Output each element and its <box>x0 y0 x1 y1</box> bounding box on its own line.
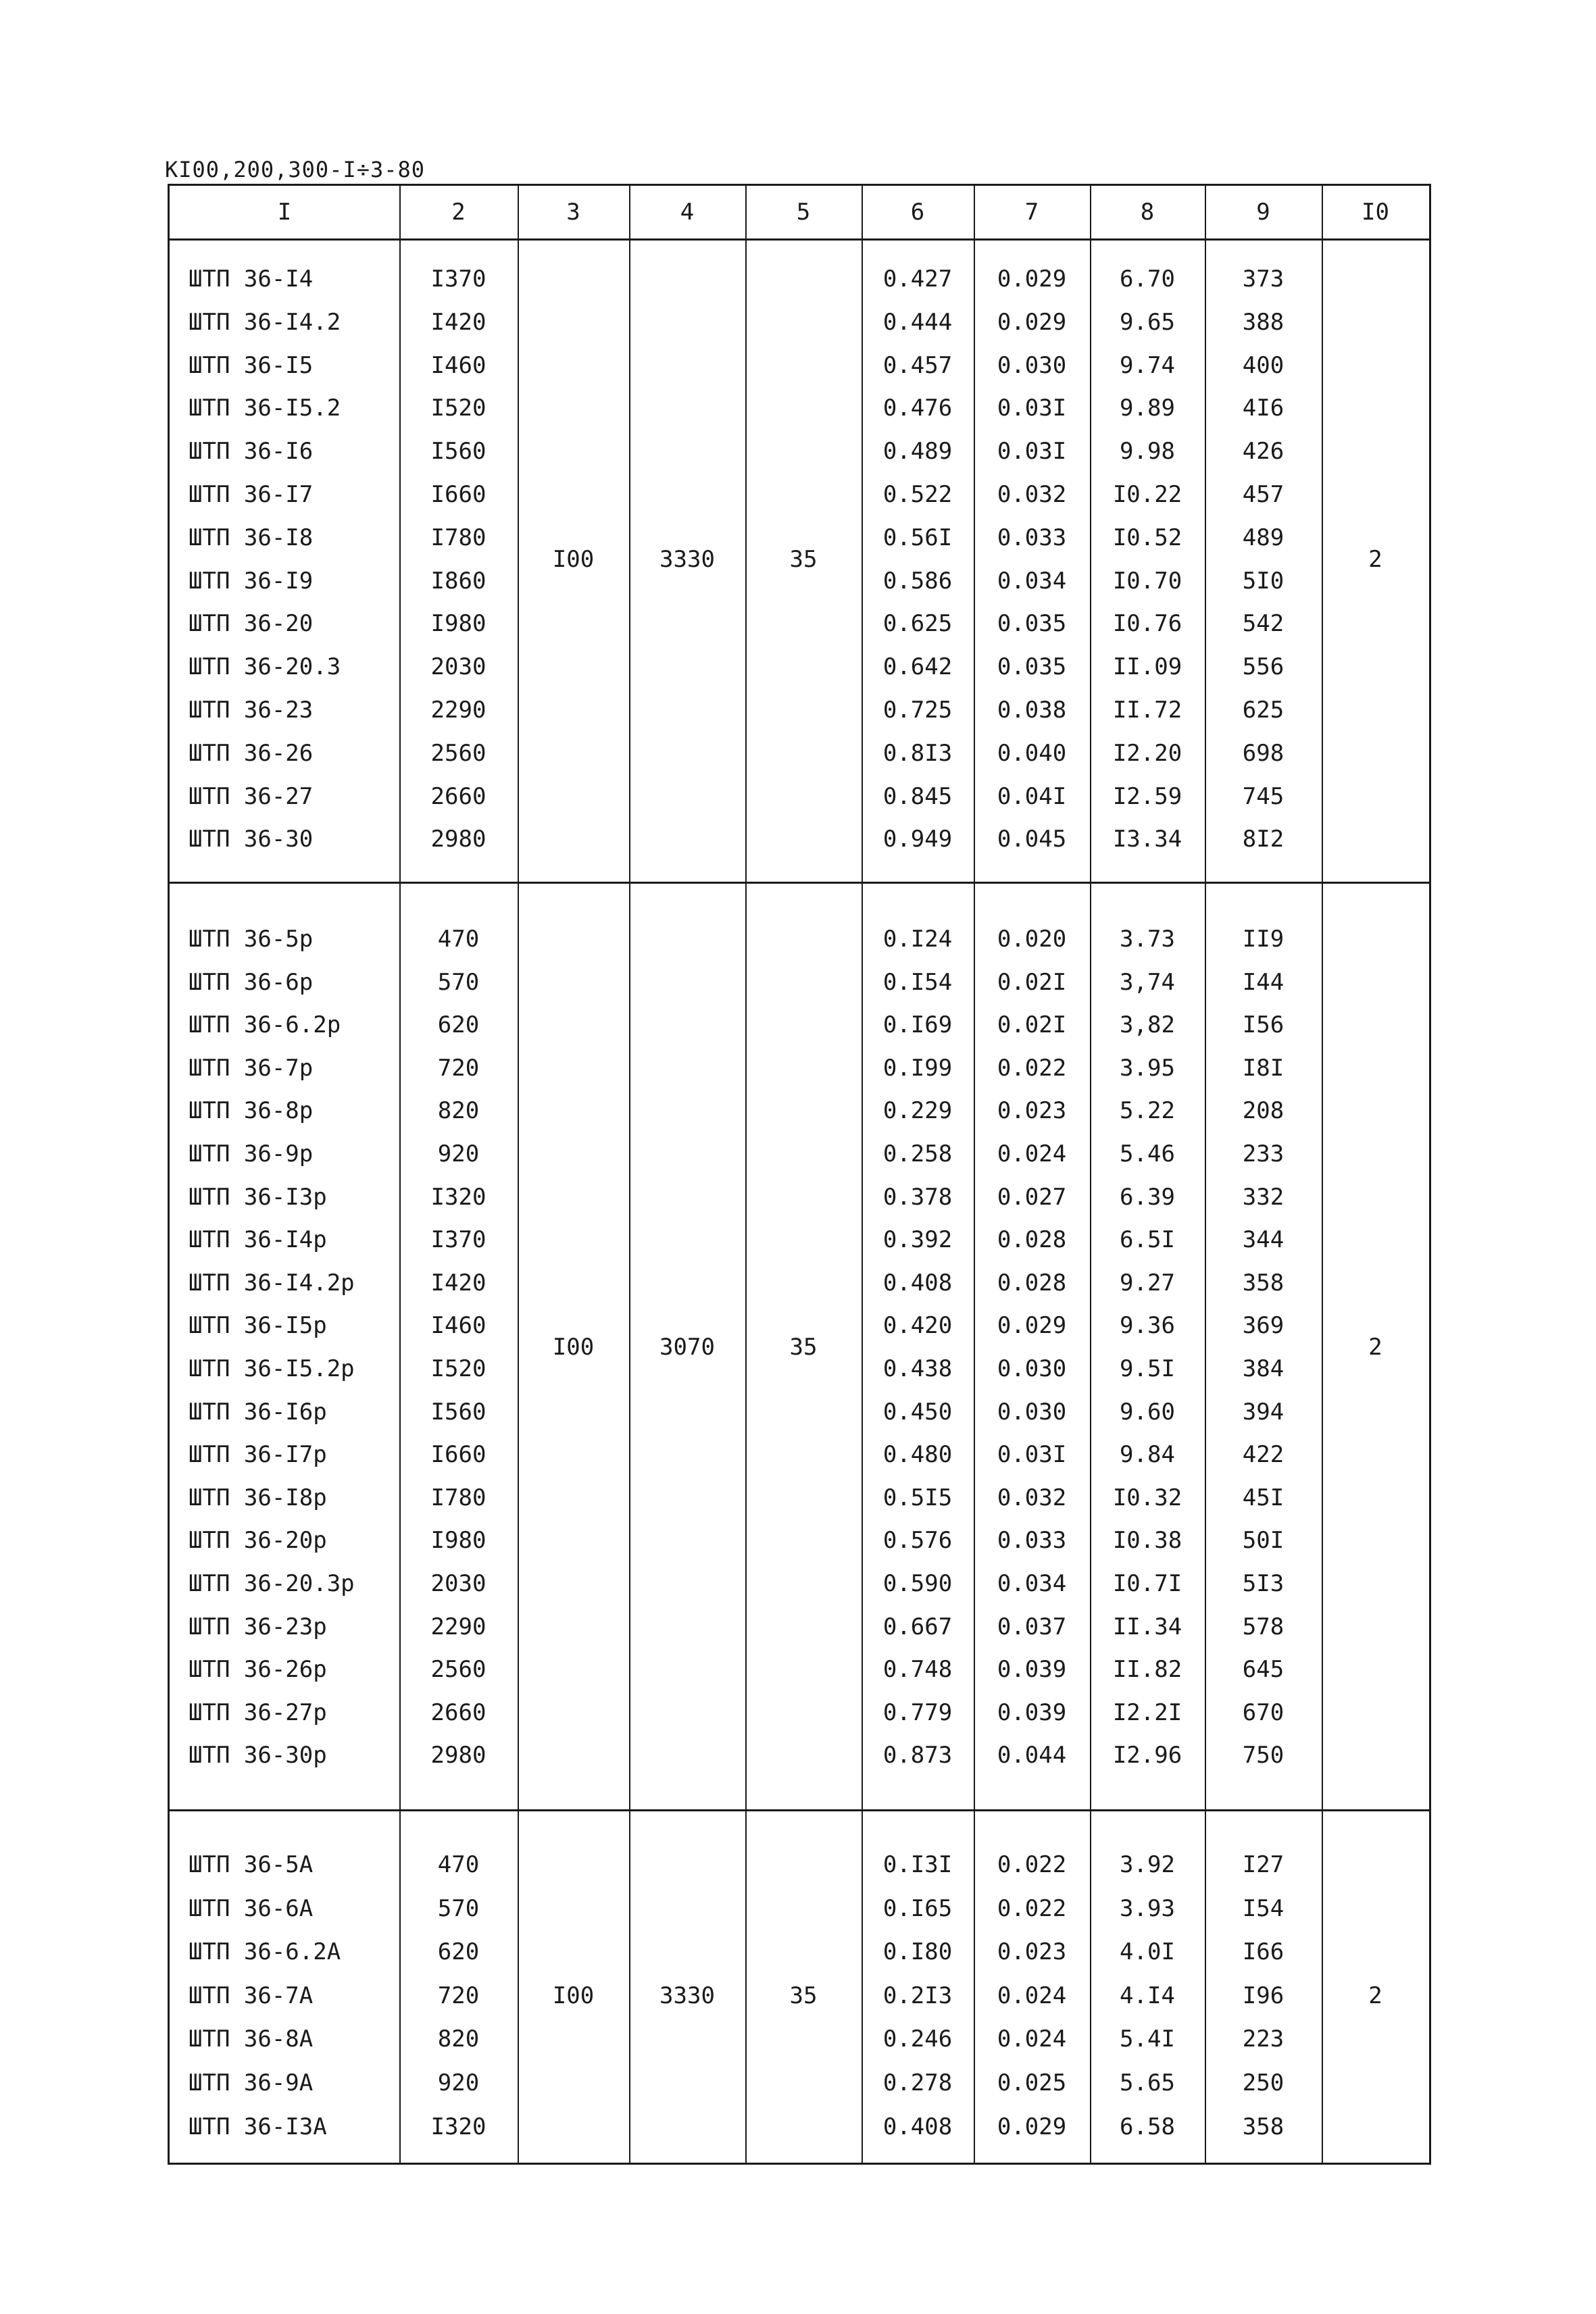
row-designation: ШТП 36-I8 <box>189 524 314 551</box>
table-cell: 670 <box>1242 1699 1285 1726</box>
specification-table <box>168 184 1431 2165</box>
row-designation: ШТП 36-6.2А <box>189 1938 341 1966</box>
table-cell: I44 <box>1242 968 1285 996</box>
row-designation: ШТП 36-30р <box>189 1742 327 1769</box>
table-cell: I560 <box>430 1398 487 1426</box>
column-divider <box>518 186 519 2163</box>
table-cell: 0.625 <box>882 610 953 638</box>
table-cell: 820 <box>437 1097 480 1125</box>
table-cell: I0.32 <box>1112 1484 1182 1511</box>
table-cell: 750 <box>1242 1742 1285 1769</box>
table-cell: 0.590 <box>882 1570 953 1597</box>
table-cell: 0.030 <box>997 1355 1067 1382</box>
table-cell: 0.392 <box>882 1226 953 1254</box>
column-header: 7 <box>1024 199 1039 226</box>
table-cell: 0.037 <box>997 1613 1067 1640</box>
table-cell: 0.025 <box>997 2069 1067 2096</box>
row-designation: ШТП 36-6.2р <box>189 1011 341 1039</box>
table-cell: I0.52 <box>1112 524 1182 551</box>
table-cell: 0.246 <box>882 2026 953 2053</box>
table-cell: 369 <box>1242 1312 1285 1340</box>
table-cell: I320 <box>430 2113 487 2140</box>
table-cell: 2030 <box>430 653 487 681</box>
row-designation: ШТП 36-I5р <box>189 1312 327 1340</box>
table-cell: 0.I80 <box>882 1938 953 1966</box>
row-designation: ШТП 36-I9 <box>189 567 314 595</box>
table-cell: 2560 <box>430 739 487 767</box>
table-cell: 5.65 <box>1120 2069 1175 2096</box>
table-cell: 745 <box>1242 782 1285 810</box>
table-cell: 394 <box>1242 1398 1285 1426</box>
table-cell: 0.457 <box>882 351 953 379</box>
table-cell: I96 <box>1242 1982 1285 2009</box>
table-cell: 0.02I <box>997 968 1067 996</box>
merged-cell-c10: 2 <box>1368 545 1382 573</box>
table-cell: 5.4I <box>1120 2026 1175 2053</box>
table-cell: I660 <box>430 481 487 508</box>
table-cell: 0.I69 <box>882 1011 953 1039</box>
table-cell: 0.029 <box>997 1312 1067 1340</box>
table-cell: I460 <box>430 351 487 379</box>
table-cell: 0.032 <box>997 1484 1067 1511</box>
table-cell: 2030 <box>430 1570 487 1597</box>
row-designation: ШТП 36-I5.2р <box>189 1355 355 1382</box>
column-header: 9 <box>1256 199 1270 226</box>
table-cell: 9.36 <box>1120 1312 1175 1340</box>
table-cell: I0.7I <box>1112 1570 1182 1597</box>
merged-cell-c5: 35 <box>789 545 818 573</box>
table-cell: 645 <box>1242 1656 1285 1684</box>
table-cell: 5.46 <box>1120 1140 1175 1167</box>
table-cell: 489 <box>1242 524 1285 551</box>
column-divider <box>1322 186 1323 2163</box>
table-cell: 0.229 <box>882 1097 953 1125</box>
table-cell: 3.73 <box>1120 926 1175 953</box>
table-cell: 0.642 <box>882 653 953 681</box>
table-cell: 0.779 <box>882 1699 953 1726</box>
row-designation: ШТП 36-I3р <box>189 1183 327 1211</box>
table-cell: 426 <box>1242 438 1285 466</box>
table-cell: 0.03I <box>997 438 1067 466</box>
table-cell: 0.022 <box>997 1894 1067 1922</box>
table-cell: I0.76 <box>1112 610 1182 638</box>
table-cell: 0.023 <box>997 1938 1067 1966</box>
table-cell: 4.0I <box>1120 1938 1175 1966</box>
row-designation: ШТП 36-I3А <box>189 2113 327 2140</box>
table-cell: I370 <box>430 1226 487 1254</box>
table-cell: 358 <box>1242 1269 1285 1297</box>
table-cell: 400 <box>1242 351 1285 379</box>
row-designation: ШТП 36-26 <box>189 739 314 767</box>
table-cell: 9.74 <box>1120 351 1175 379</box>
row-designation: ШТП 36-I4.2 <box>189 308 341 336</box>
table-cell: 470 <box>437 1851 480 1878</box>
column-header: 2 <box>451 199 466 226</box>
table-cell: 9.65 <box>1120 308 1175 336</box>
row-designation: ШТП 36-23р <box>189 1613 327 1640</box>
table-cell: 9.98 <box>1120 438 1175 466</box>
table-cell: I0.38 <box>1112 1527 1182 1555</box>
table-cell: 9.27 <box>1120 1269 1175 1297</box>
table-cell: 2290 <box>430 697 487 724</box>
table-cell: 0.035 <box>997 653 1067 681</box>
table-cell: I2.2I <box>1112 1699 1182 1726</box>
table-cell: I0.70 <box>1112 567 1182 595</box>
table-cell: I54 <box>1242 1894 1285 1922</box>
column-divider <box>629 186 630 2163</box>
row-designation: ШТП 36-20.3 <box>189 653 341 681</box>
table-cell: I780 <box>430 524 487 551</box>
table-cell: 0.038 <box>997 697 1067 724</box>
table-cell: 0.I54 <box>882 968 953 996</box>
group-divider <box>170 1809 1429 1811</box>
table-cell: I780 <box>430 1484 487 1511</box>
table-cell: 820 <box>437 2026 480 2053</box>
table-cell: 0.5I5 <box>882 1484 953 1511</box>
table-cell: 0.023 <box>997 1097 1067 1125</box>
table-cell: 698 <box>1242 739 1285 767</box>
table-cell: 0.845 <box>882 782 953 810</box>
table-cell: I66 <box>1242 1938 1285 1966</box>
header-divider <box>170 238 1429 241</box>
table-cell: I860 <box>430 567 487 595</box>
row-designation: ШТП 36-5р <box>189 926 314 953</box>
table-cell: 2660 <box>430 1699 487 1726</box>
table-cell: I3.34 <box>1112 826 1182 853</box>
table-cell: 0.450 <box>882 1398 953 1426</box>
table-cell: 344 <box>1242 1226 1285 1254</box>
column-header: I <box>277 199 292 226</box>
table-cell: I27 <box>1242 1851 1285 1878</box>
table-cell: 0.378 <box>882 1183 953 1211</box>
table-cell: 6.70 <box>1120 266 1175 293</box>
table-cell: II.82 <box>1112 1656 1182 1684</box>
table-cell: 0.408 <box>882 1269 953 1297</box>
row-designation: ШТП 36-5А <box>189 1851 314 1878</box>
row-designation: ШТП 36-9р <box>189 1140 314 1167</box>
table-cell: I520 <box>430 395 487 422</box>
table-cell: 0.873 <box>882 1742 953 1769</box>
table-cell: 0.I3I <box>882 1851 953 1878</box>
table-cell: 0.408 <box>882 2113 953 2140</box>
merged-cell-c10: 2 <box>1368 1982 1382 2009</box>
table-cell: II.72 <box>1112 697 1182 724</box>
table-cell: 0.044 <box>997 1742 1067 1769</box>
table-cell: 0.028 <box>997 1226 1067 1254</box>
table-cell: I370 <box>430 266 487 293</box>
table-cell: 4.I4 <box>1120 1982 1175 2009</box>
table-cell: 0.024 <box>997 2026 1067 2053</box>
table-cell: 45I <box>1242 1484 1285 1511</box>
table-cell: 0.032 <box>997 481 1067 508</box>
row-designation: ШТП 36-27р <box>189 1699 327 1726</box>
table-cell: 2980 <box>430 826 487 853</box>
row-designation: ШТП 36-6А <box>189 1894 314 1922</box>
row-designation: ШТП 36-6р <box>189 968 314 996</box>
table-cell: 0.028 <box>997 1269 1067 1297</box>
merged-cell-c5: 35 <box>789 1982 818 2009</box>
table-cell: 5I3 <box>1242 1570 1285 1597</box>
table-cell: 556 <box>1242 653 1285 681</box>
table-cell: 9.89 <box>1120 395 1175 422</box>
table-cell: 0.522 <box>882 481 953 508</box>
table-cell: 5.22 <box>1120 1097 1175 1125</box>
table-cell: I560 <box>430 438 487 466</box>
table-cell: 920 <box>437 2069 480 2096</box>
table-cell: 0.56I <box>882 524 953 551</box>
table-cell: 0.029 <box>997 308 1067 336</box>
table-cell: 0.I24 <box>882 926 953 953</box>
row-designation: ШТП 36-7А <box>189 1982 314 2009</box>
table-cell: 0.020 <box>997 926 1067 953</box>
table-cell: 6.39 <box>1120 1183 1175 1211</box>
table-cell: 542 <box>1242 610 1285 638</box>
row-designation: ШТП 36-I6р <box>189 1398 327 1426</box>
row-designation: ШТП 36-8А <box>189 2026 314 2053</box>
table-cell: I980 <box>430 1527 487 1555</box>
table-cell: 0.035 <box>997 610 1067 638</box>
table-cell: 0.278 <box>882 2069 953 2096</box>
table-cell: II.09 <box>1112 653 1182 681</box>
table-cell: 457 <box>1242 481 1285 508</box>
column-divider <box>745 186 747 2163</box>
merged-cell-c4: 3330 <box>659 1982 715 2009</box>
row-designation: ШТП 36-20р <box>189 1527 327 1555</box>
table-cell: 0.029 <box>997 2113 1067 2140</box>
table-cell: 3,74 <box>1120 968 1175 996</box>
table-cell: I420 <box>430 1269 487 1297</box>
column-header: 4 <box>680 199 695 226</box>
table-cell: 0.258 <box>882 1140 953 1167</box>
table-cell: 0.2I3 <box>882 1982 953 2009</box>
table-cell: 0.667 <box>882 1613 953 1640</box>
table-cell: 9.60 <box>1120 1398 1175 1426</box>
table-cell: I320 <box>430 1183 487 1211</box>
table-cell: 9.5I <box>1120 1355 1175 1382</box>
merged-cell-c5: 35 <box>789 1334 818 1361</box>
table-cell: 6.5I <box>1120 1226 1175 1254</box>
table-cell: 620 <box>437 1938 480 1966</box>
table-cell: 208 <box>1242 1097 1285 1125</box>
row-designation: ШТП 36-27 <box>189 782 314 810</box>
column-header: 6 <box>910 199 925 226</box>
table-cell: 3.95 <box>1120 1054 1175 1082</box>
table-cell: 358 <box>1242 2113 1285 2140</box>
table-cell: 620 <box>437 1011 480 1039</box>
table-cell: I2.59 <box>1112 782 1182 810</box>
table-cell: I2.96 <box>1112 1742 1182 1769</box>
table-cell: 0.027 <box>997 1183 1067 1211</box>
table-cell: 0.02I <box>997 1011 1067 1039</box>
table-cell: 0.489 <box>882 438 953 466</box>
table-cell: I660 <box>430 1441 487 1469</box>
row-designation: ШТП 36-20.3р <box>189 1570 355 1597</box>
table-cell: 920 <box>437 1140 480 1167</box>
table-cell: 0.480 <box>882 1441 953 1469</box>
table-cell: 3,82 <box>1120 1011 1175 1039</box>
table-cell: 0.033 <box>997 1527 1067 1555</box>
table-cell: 0.040 <box>997 739 1067 767</box>
table-cell: 0.748 <box>882 1656 953 1684</box>
merged-cell-c4: 3330 <box>659 545 715 573</box>
table-cell: 570 <box>437 1894 480 1922</box>
row-designation: ШТП 36-I4р <box>189 1226 327 1254</box>
table-cell: II9 <box>1242 926 1285 953</box>
table-cell: 332 <box>1242 1183 1285 1211</box>
table-cell: II.34 <box>1112 1613 1182 1640</box>
table-cell: 0.034 <box>997 567 1067 595</box>
table-cell: 0.033 <box>997 524 1067 551</box>
row-designation: ШТП 36-30 <box>189 826 314 853</box>
table-cell: I980 <box>430 610 487 638</box>
table-cell: 0.I99 <box>882 1054 953 1082</box>
table-cell: 9.84 <box>1120 1441 1175 1469</box>
table-cell: I0.22 <box>1112 481 1182 508</box>
table-cell: 720 <box>437 1054 480 1082</box>
row-designation: ШТП 36-I8р <box>189 1484 327 1511</box>
table-cell: 2980 <box>430 1742 487 1769</box>
table-cell: 3.92 <box>1120 1851 1175 1878</box>
table-cell: 0.427 <box>882 266 953 293</box>
table-cell: 0.039 <box>997 1656 1067 1684</box>
row-designation: ШТП 36-I5 <box>189 351 314 379</box>
table-cell: 50I <box>1242 1527 1285 1555</box>
table-cell: 578 <box>1242 1613 1285 1640</box>
table-cell: 373 <box>1242 266 1285 293</box>
row-designation: ШТП 36-I4 <box>189 266 314 293</box>
merged-cell-c3: I00 <box>552 1334 595 1361</box>
table-cell: 2290 <box>430 1613 487 1640</box>
group-divider <box>170 882 1429 884</box>
row-designation: ШТП 36-I7р <box>189 1441 327 1469</box>
merged-cell-c10: 2 <box>1368 1334 1382 1361</box>
table-cell: 0.586 <box>882 567 953 595</box>
table-cell: 223 <box>1242 2026 1285 2053</box>
table-cell: 720 <box>437 1982 480 2009</box>
row-designation: ШТП 36-26р <box>189 1656 327 1684</box>
table-cell: 0.576 <box>882 1527 953 1555</box>
table-cell: 570 <box>437 968 480 996</box>
table-cell: 0.030 <box>997 351 1067 379</box>
table-cell: I8I <box>1242 1054 1285 1082</box>
row-designation: ШТП 36-8р <box>189 1097 314 1125</box>
table-cell: 2560 <box>430 1656 487 1684</box>
table-cell: 0.I65 <box>882 1894 953 1922</box>
table-cell: 388 <box>1242 308 1285 336</box>
table-cell: 233 <box>1242 1140 1285 1167</box>
row-designation: ШТП 36-I6 <box>189 438 314 466</box>
document-code: КI00,200,300-I÷3-80 <box>165 157 426 182</box>
merged-cell-c4: 3070 <box>659 1334 715 1361</box>
table-cell: 3.93 <box>1120 1894 1175 1922</box>
column-header: 5 <box>796 199 811 226</box>
table-cell: 0.949 <box>882 826 953 853</box>
column-header: 3 <box>566 199 580 226</box>
table-cell: 0.725 <box>882 697 953 724</box>
merged-cell-c3: I00 <box>552 1982 595 2009</box>
table-cell: 0.029 <box>997 266 1067 293</box>
table-cell: 0.024 <box>997 1982 1067 2009</box>
row-designation: ШТП 36-I4.2р <box>189 1269 355 1297</box>
table-cell: 0.420 <box>882 1312 953 1340</box>
table-cell: 0.476 <box>882 395 953 422</box>
table-cell: 625 <box>1242 697 1285 724</box>
table-cell: I460 <box>430 1312 487 1340</box>
table-cell: 250 <box>1242 2069 1285 2096</box>
table-cell: I420 <box>430 308 487 336</box>
table-cell: 0.03I <box>997 1441 1067 1469</box>
column-header: 8 <box>1140 199 1155 226</box>
table-cell: 0.045 <box>997 826 1067 853</box>
table-cell: 0.022 <box>997 1851 1067 1878</box>
row-designation: ШТП 36-20 <box>189 610 314 638</box>
table-cell: 2660 <box>430 782 487 810</box>
row-designation: ШТП 36-7р <box>189 1054 314 1082</box>
table-cell: 0.8I3 <box>882 739 953 767</box>
merged-cell-c3: I00 <box>552 545 595 573</box>
table-cell: 8I2 <box>1242 826 1285 853</box>
row-designation: ШТП 36-I5.2 <box>189 395 341 422</box>
table-cell: 0.024 <box>997 1140 1067 1167</box>
table-cell: 0.444 <box>882 308 953 336</box>
table-cell: 4I6 <box>1242 395 1285 422</box>
table-cell: 5I0 <box>1242 567 1285 595</box>
table-cell: 0.030 <box>997 1398 1067 1426</box>
row-designation: ШТП 36-I7 <box>189 481 314 508</box>
table-cell: 0.034 <box>997 1570 1067 1597</box>
column-header: I0 <box>1362 199 1389 226</box>
table-cell: 0.03I <box>997 395 1067 422</box>
table-cell: I2.20 <box>1112 739 1182 767</box>
table-cell: 0.438 <box>882 1355 953 1382</box>
row-designation: ШТП 36-9А <box>189 2069 314 2096</box>
table-cell: I56 <box>1242 1011 1285 1039</box>
row-designation: ШТП 36-23 <box>189 697 314 724</box>
table-cell: I520 <box>430 1355 487 1382</box>
table-cell: 0.04I <box>997 782 1067 810</box>
table-cell: 0.022 <box>997 1054 1067 1082</box>
table-cell: 384 <box>1242 1355 1285 1382</box>
table-cell: 0.039 <box>997 1699 1067 1726</box>
table-cell: 6.58 <box>1120 2113 1175 2140</box>
table-cell: 470 <box>437 926 480 953</box>
table-cell: 422 <box>1242 1441 1285 1469</box>
